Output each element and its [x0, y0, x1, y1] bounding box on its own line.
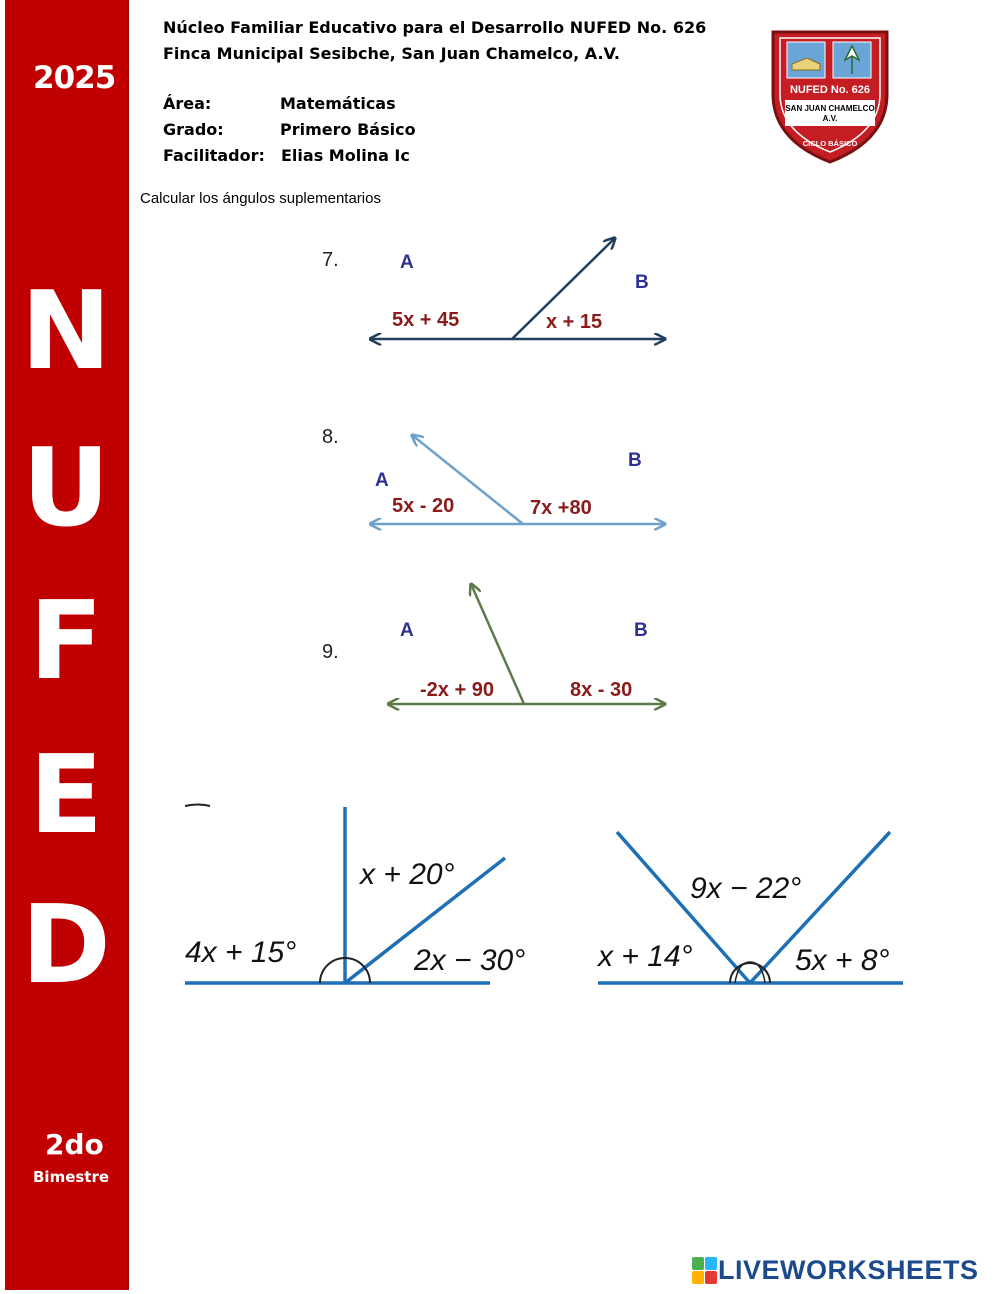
right-angle-expr: x + 15 [546, 311, 603, 333]
logo-middle-text-1: SAN JUAN CHAMELCO [785, 104, 875, 113]
left-angle-expr: -2x + 90 [420, 679, 494, 701]
liveworksheets-footer[interactable] [692, 1255, 979, 1286]
exercise-8 [322, 426, 665, 524]
grade-value: Primero Básico [280, 120, 416, 139]
exercise-number: 9. [322, 641, 339, 663]
sidebar-letter-u: U [22, 426, 110, 551]
label-a: A [400, 620, 414, 641]
sidebar-letter-d: D [21, 883, 111, 1008]
left-angle-expr: 4x + 15° [185, 936, 297, 969]
logo-bottom-text: CICLO BÁSICO [802, 139, 858, 148]
grade-label: Grado: [163, 120, 224, 139]
label-a: A [375, 470, 389, 491]
exercise-number: 7. [322, 249, 339, 271]
exercise-number: 8. [322, 426, 339, 448]
right-angle-expr: 7x +80 [530, 497, 592, 519]
sidebar-letter-n: N [20, 269, 112, 394]
sidebar-year: 2025 [33, 60, 116, 96]
left-angle-expr: 5x - 20 [392, 495, 455, 517]
right-angle-expr: 2x − 30° [414, 944, 526, 977]
figure-left [185, 805, 525, 984]
right-angle-expr: 5x + 8° [795, 944, 890, 977]
label-b: B [635, 272, 649, 293]
area-value: Matemáticas [280, 94, 396, 113]
left-angle-expr: 5x + 45 [392, 309, 460, 331]
liveworksheets-logo-icon [692, 1257, 718, 1285]
sidebar-period: Bimestre [33, 1168, 110, 1186]
school-name: Núcleo Familiar Educativo para el Desarrollo NUFED No. 626 [163, 18, 707, 37]
teacher-label: Facilitador: [163, 146, 265, 165]
label-b: B [634, 620, 648, 641]
sidebar-letter-e: E [29, 733, 103, 858]
school-address: Finca Municipal Sesibche, San Juan Chamelco, A.V. [163, 44, 620, 63]
logo-top-text: NUFED No. 626 [789, 84, 871, 96]
instructions: Calcular los ángulos suplementarios [140, 190, 381, 207]
sidebar-semester: 2do [45, 1128, 104, 1161]
right-angle-expr: 8x - 30 [570, 679, 633, 701]
middle-angle-expr: 9x − 22° [690, 872, 802, 905]
figure-right [596, 832, 903, 983]
sidebar-letter-f: F [29, 579, 103, 704]
teacher-value: Elias Molina Ic [281, 146, 410, 165]
left-angle-expr: x + 14° [598, 940, 693, 973]
label-b: B [628, 450, 642, 471]
middle-angle-expr: x + 20° [360, 858, 455, 891]
area-label: Área: [163, 94, 212, 113]
logo-middle-text-2: A.V. [822, 114, 838, 123]
exercise-7 [322, 238, 665, 339]
exercise-9 [322, 584, 665, 704]
liveworksheets-brand: LIVEWORKSHEETS [718, 1255, 979, 1285]
label-a: A [400, 252, 414, 273]
